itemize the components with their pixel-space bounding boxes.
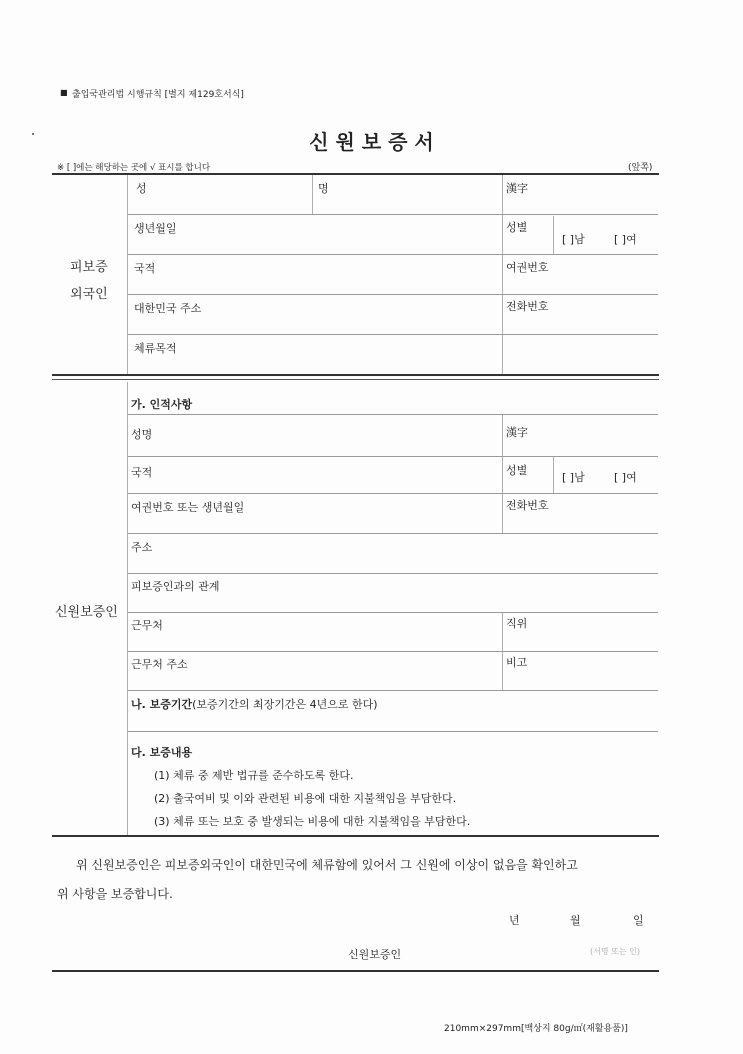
passport-or-birth-label: 여권번호 또는 생년월일 — [131, 501, 245, 514]
form-title: 신 원 보 증 서 — [309, 130, 434, 154]
workplace-field[interactable] — [131, 632, 495, 648]
guarantor-name-field[interactable] — [131, 440, 495, 456]
guarantor-male-checkbox[interactable]: [ ]남 — [562, 471, 585, 484]
content-item-2: (2) 출국여비 및 이와 관련된 비용에 대한 지불책임을 부담한다. — [154, 792, 457, 805]
remarks-label: 비고 — [506, 656, 528, 669]
purpose-of-stay-field[interactable] — [134, 355, 656, 373]
instruction-note: ※ [ ]에는 해당하는 곳에 √ 표시를 합니다 — [57, 163, 211, 173]
nationality-label: 국적 — [134, 262, 156, 275]
divider — [312, 175, 313, 215]
row-line — [128, 731, 658, 732]
row-line — [128, 254, 658, 255]
purpose-of-stay-label: 체류목적 — [134, 342, 177, 355]
phone-label: 전화번호 — [506, 300, 549, 313]
date-month-label: 월 — [570, 914, 581, 927]
guarantor-section-divider — [127, 382, 128, 836]
row-line — [128, 334, 658, 335]
row-line — [128, 612, 658, 613]
divider — [502, 175, 503, 375]
hanja-field[interactable] — [506, 195, 656, 213]
bottom-rule — [52, 970, 659, 972]
period-note: (보증기간의 최장기간은 4년으로 한다) — [192, 698, 378, 711]
page-side-label: (앞쪽) — [628, 163, 653, 173]
female-checkbox[interactable]: [ ]여 — [614, 233, 637, 246]
birthdate-label: 생년월일 — [134, 222, 177, 235]
section-rule — [52, 835, 659, 837]
guarantor-name-label: 성명 — [131, 428, 153, 441]
sex-label: 성별 — [506, 221, 528, 234]
statement-line-1: 위 신원보증인은 피보증외국인이 대한민국에 체류함에 있어서 그 신원에 이상이 없음을 확인하고 — [76, 858, 578, 872]
row-line — [128, 294, 658, 295]
guarantor-address-field[interactable] — [131, 554, 656, 570]
passport-no-label: 여권번호 — [506, 261, 549, 274]
workplace-label: 근무처 — [131, 619, 163, 632]
header-bullet: ■ — [60, 88, 68, 97]
korea-address-label: 대한민국 주소 — [134, 302, 202, 315]
position-field[interactable] — [506, 632, 656, 648]
date-year-label: 년 — [509, 914, 520, 927]
workplace-address-label: 근무처 주소 — [131, 658, 188, 671]
paper-spec-footer: 210mm×297mm[백상지 80g/㎡(재활용품)] — [444, 1024, 628, 1034]
given-name-field[interactable] — [317, 195, 497, 213]
date-day-label: 일 — [633, 914, 644, 927]
nationality-field[interactable] — [134, 275, 496, 293]
foreigner-section-label-2: 외국인 — [70, 287, 108, 302]
guarantor-address-label: 주소 — [131, 541, 153, 554]
content-heading: 다. 보증내용 — [131, 746, 193, 759]
divider — [502, 613, 503, 691]
row-line — [128, 651, 658, 652]
section-rule — [52, 379, 659, 380]
row-line — [128, 456, 658, 457]
top-rule — [52, 173, 659, 175]
statement-line-2: 위 사항을 보증합니다. — [57, 887, 173, 901]
male-checkbox[interactable]: [ ]남 — [562, 233, 585, 246]
remarks-field[interactable] — [506, 671, 656, 687]
korea-address-field[interactable] — [134, 315, 496, 333]
row-line — [128, 214, 658, 215]
period-heading: 나. 보증기간 — [131, 698, 193, 711]
personal-info-heading: 가. 인적사항 — [131, 398, 193, 411]
regulation-reference: 출입국관리법 시행규칙 [별지 제129호서식] — [72, 90, 244, 100]
guarantor-hanja-label: 漢字 — [506, 426, 528, 439]
surname-label: 성 — [136, 182, 147, 195]
guarantor-female-checkbox[interactable]: [ ]여 — [614, 471, 637, 484]
given-name-label: 명 — [318, 182, 329, 195]
guarantor-section-label: 신원보증인 — [55, 605, 118, 620]
passport-no-field[interactable] — [506, 275, 656, 293]
content-item-3: (3) 체류 또는 보호 중 발생되는 비용에 대한 지불책임을 부담한다. — [154, 815, 471, 828]
divider — [553, 457, 554, 493]
guarantor-nationality-label: 국적 — [131, 466, 153, 479]
divider — [553, 216, 554, 254]
row-line — [128, 533, 658, 534]
guarantor-phone-field[interactable] — [506, 514, 656, 530]
period-field[interactable] — [131, 711, 656, 729]
relationship-label: 피보증인과의 관계 — [131, 580, 220, 593]
sign-hint: (서명 또는 인) — [590, 947, 640, 956]
position-label: 직위 — [506, 617, 528, 630]
relationship-field[interactable] — [131, 593, 656, 609]
foreigner-section-divider — [127, 175, 128, 375]
foreigner-section-label-1: 피보증 — [70, 260, 108, 275]
workplace-address-field[interactable] — [131, 671, 495, 687]
period-row — [131, 696, 378, 712]
phone-field[interactable] — [506, 315, 656, 333]
section-rule — [52, 374, 659, 376]
guarantor-sex-label: 성별 — [506, 464, 528, 477]
row-line — [128, 573, 658, 574]
row-line — [128, 690, 658, 691]
surname-field[interactable] — [135, 195, 311, 213]
signature-field[interactable] — [420, 942, 580, 962]
guarantor-hanja-field[interactable] — [506, 440, 656, 456]
passport-or-birth-field[interactable] — [131, 514, 495, 530]
guarantor-phone-label: 전화번호 — [506, 499, 549, 512]
signer-label: 신원보증인 — [348, 948, 402, 961]
divider — [502, 415, 503, 533]
birthdate-field[interactable] — [134, 235, 496, 253]
guarantor-nationality-field[interactable] — [131, 478, 495, 494]
content-item-1: (1) 체류 중 제반 법규를 준수하도록 한다. — [154, 769, 354, 782]
row-line — [128, 414, 658, 415]
row-line — [128, 493, 658, 494]
hanja-label: 漢字 — [506, 182, 528, 195]
